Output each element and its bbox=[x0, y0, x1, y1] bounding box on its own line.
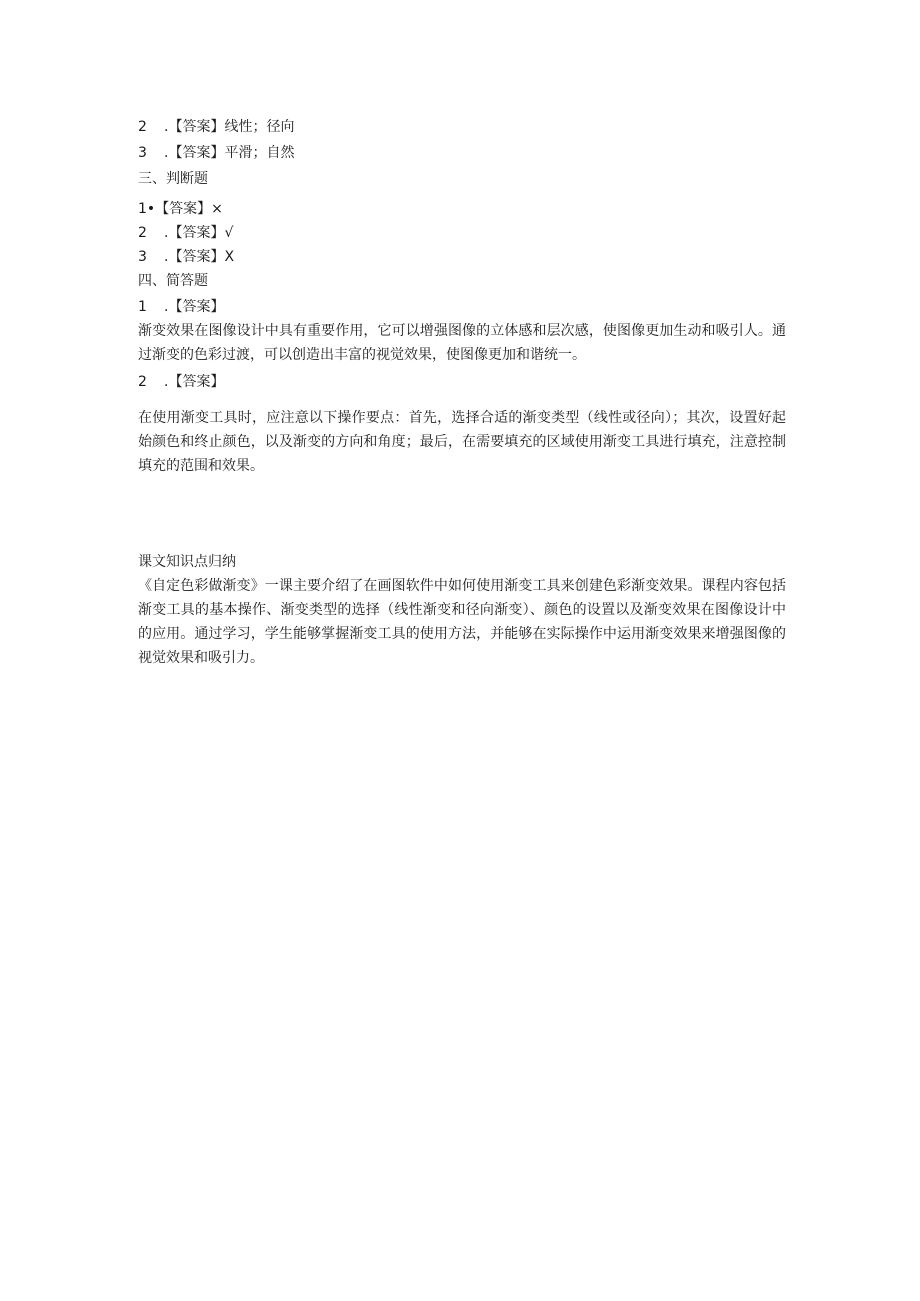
short-answer-2-body: 在使用渐变工具时，应注意以下操作要点：首先，选择合适的渐变类型（线性或径向）；其次，设置好起始颜色和终止颜色，以及渐变的方向和角度；最后，在需要填充的区域使用渐变工具进行填充，注意控制填充的范围和效果。 bbox=[138, 410, 786, 474]
answer-number: 1• bbox=[138, 201, 156, 217]
answer-text: .【答案】平滑；自然 bbox=[164, 145, 295, 161]
section-heading-short-answer: 四、简答题 bbox=[138, 273, 208, 289]
summary-body: 《自定色彩做渐变》一课主要介绍了在画图软件中如何使用渐变工具来创建色彩渐变效果。课程内容包括渐变工具的基本操作、渐变类型的选择（线性渐变和径向渐变）、颜色的设置以及渐变效果在图像设计中的应用。通过学习，学生能够掌握渐变工具的使用方法，并能够在实际操作中运用渐变效果来增强图像的视觉效果和吸引力。 bbox=[138, 578, 786, 666]
fill-answer-2 bbox=[138, 116, 294, 138]
short-answer-1-label bbox=[138, 296, 224, 318]
answer-number: 2 bbox=[138, 225, 147, 241]
answer-text: .【答案】 bbox=[164, 299, 225, 315]
answer-text: .【答案】线性；径向 bbox=[164, 119, 295, 135]
answer-number: 3 bbox=[138, 249, 147, 265]
answer-text: .【答案】X bbox=[164, 249, 235, 265]
fill-answer-3 bbox=[138, 142, 294, 164]
section-heading-judgment: 三、判断题 bbox=[138, 171, 208, 187]
answer-number: 2 bbox=[138, 374, 147, 390]
answer-text: .【答案】 bbox=[164, 374, 225, 390]
answer-text: 【答案】× bbox=[155, 201, 223, 217]
answer-number: 2 bbox=[138, 119, 147, 135]
judgment-answer-2 bbox=[138, 222, 233, 244]
answer-number: 3 bbox=[138, 145, 147, 161]
judgment-answer-3 bbox=[138, 246, 234, 268]
answer-text: .【答案】√ bbox=[164, 225, 234, 241]
short-answer-2-label bbox=[138, 371, 224, 393]
short-answer-1-body: 渐变效果在图像设计中具有重要作用，它可以增强图像的立体感和层次感，使图像更加生动和吸引人。通过渐变的色彩过渡，可以创造出丰富的视觉效果，使图像更加和谐统一。 bbox=[138, 323, 786, 363]
judgment-answer-1 bbox=[138, 198, 223, 220]
answer-number: 1 bbox=[138, 299, 147, 315]
summary-heading: 课文知识点归纳 bbox=[138, 554, 236, 570]
